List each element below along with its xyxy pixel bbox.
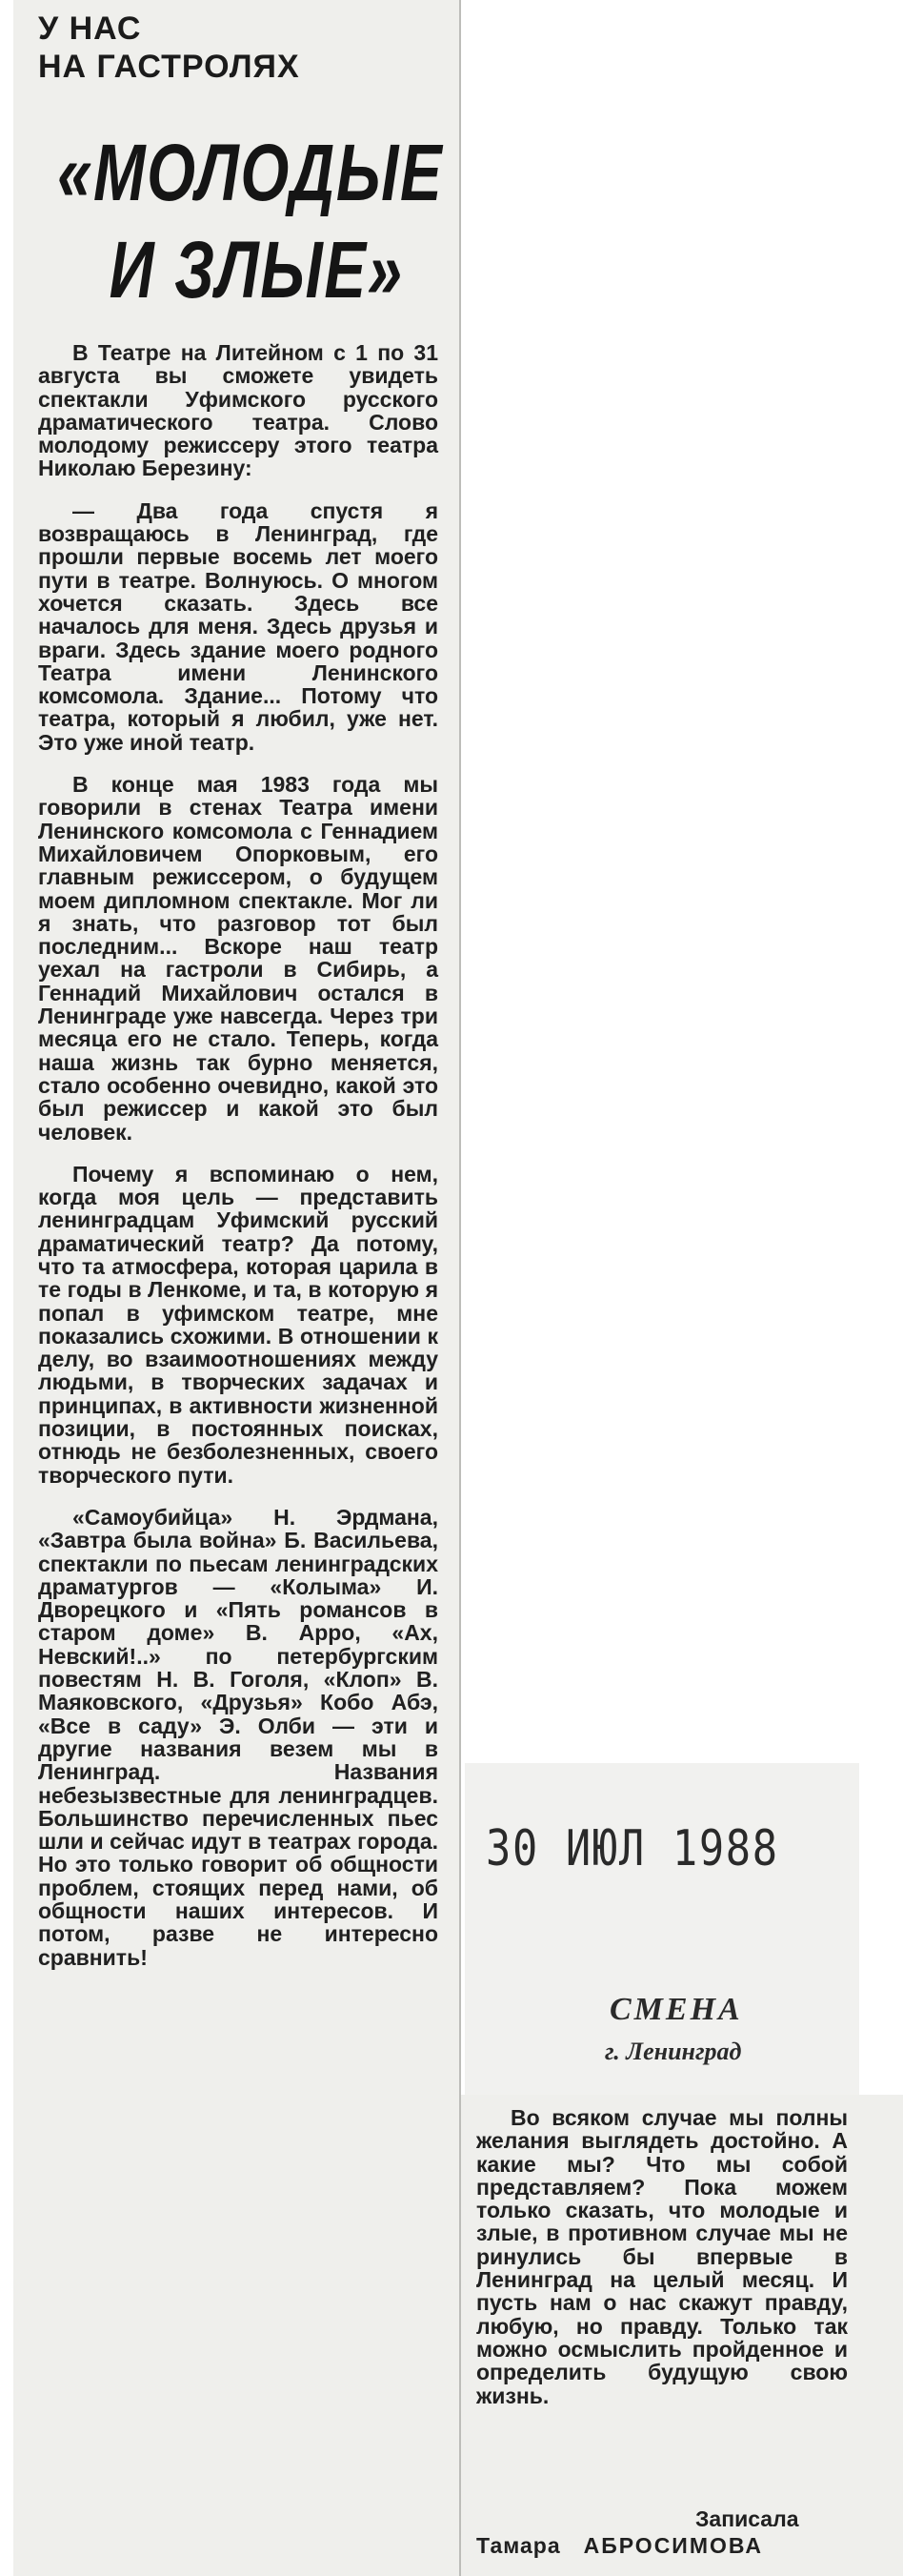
- paragraph: Почему я вспоминаю о нем, когда моя цель — представить ленинградцам Уфимский русский драматический театр? Да потому, что та атмосфера, которая царила в те годы в Ленкоме, и та, в которую я попал в уфимском театре, мне показались схожими. В отношении к делу, во взаимоотношениях между людьми, в творческих задачах и принципах, в активности жизненной позиции, в постоянных поисках, отнюдь не безболезненных, своего творческого пути.: [38, 1161, 438, 1488]
- paragraph: Во всяком случае мы полны желания выглядеть достойно. А какие мы? Что мы собой представляем? Пока можем только сказать, что молодые и злые, в противном случае мы не ринулись бы впервые в Ленинград на целый месяц. И пусть нам о нас скажут правду, любую, но правду. Только так можно осмыслить пройденное и определить будущую свою жизнь.: [476, 2105, 848, 2408]
- signature: [476, 2533, 763, 2559]
- paragraph: В конце мая 1983 года мы говорили в стенах Театра имени Ленинского комсомола с Геннадием Михайловичем Опорковым, его главным режиссером, о будущем моем дипломном спектакле. Мог ли я знать, что разговор тот был последним... Вскоре наш театр уехал на гастроли в Сибирь, а Геннадий Михайлович остался в Ленинграде уже навсегда. Через три месяца его не стало. Теперь, когда наша жизнь так бурно меняется, стало особенно очевидно, какой это был режиссер и какой это был человек.: [38, 772, 438, 1145]
- author-surname: АБРОСИМОВА: [583, 2533, 763, 2558]
- headline-line-2: И ЗЛЫЕ»: [109, 225, 404, 314]
- rubric: [38, 10, 300, 86]
- rubric-line-1: У НАС: [38, 10, 142, 47]
- clipping-edge: [459, 0, 461, 2576]
- rubric-line-2: НА ГАСТРОЛЯХ: [38, 49, 300, 85]
- stamp-date: 30 ИЮЛ 1988: [486, 1820, 779, 1877]
- stamp-city: г. Ленинград: [605, 2038, 742, 2065]
- paragraph: «Самоубийца» Н. Эрдмана, «Завтра была война» Б. Васильева, спектакли по пьесам ленинградских драматургов — «Колыма» И. Дворецкого и «Пять романсов в старом доме» В. Арро, «Ах, Невский!..» по петербургским повестям Н. В. Гоголя, «Клоп» В. Маяковского, «Друзья» Кобо Абэ, «Все в саду» Э. Олби — эти и другие названия везем мы в Ленинград. Названия небезызвестные для ленинградцев. Большинство перечисленных пьес шли и сейчас идут в театрах города. Но это только говорит об общности проблем, стоящих перед нами, об общности наших интересов. И потом, разве не интересно сравнить!: [38, 1504, 438, 1970]
- signature-label: Записала: [695, 2506, 799, 2531]
- article-body-left: [38, 341, 438, 1988]
- article-body-right: [476, 2106, 848, 2426]
- paragraph: В Театре на Литейном с 1 по 31 августа вы сможете увидеть спектакли Уфимского русского драматического театра. Слово молодому режиссеру этого театра Николаю Березину:: [38, 340, 438, 481]
- headline-line-1: «МОЛОДЫЕ: [57, 128, 444, 217]
- article-headline: [57, 124, 443, 318]
- paragraph: — Два года спустя я возвращаюсь в Ленинград, где прошли первые восемь лет моего пути в театре. Волнуюсь. О многом хочется сказать. Здесь все началось для меня. Здесь друзья и враги. Здесь здание моего родного Театра имени Ленинского комсомола. Здание... Потому что театра, который я любил, уже нет. Это уже иной театр.: [38, 497, 438, 755]
- author-first-name: Тамара: [476, 2533, 561, 2558]
- stamp-newspaper-name: СМЕНА: [610, 1992, 743, 2027]
